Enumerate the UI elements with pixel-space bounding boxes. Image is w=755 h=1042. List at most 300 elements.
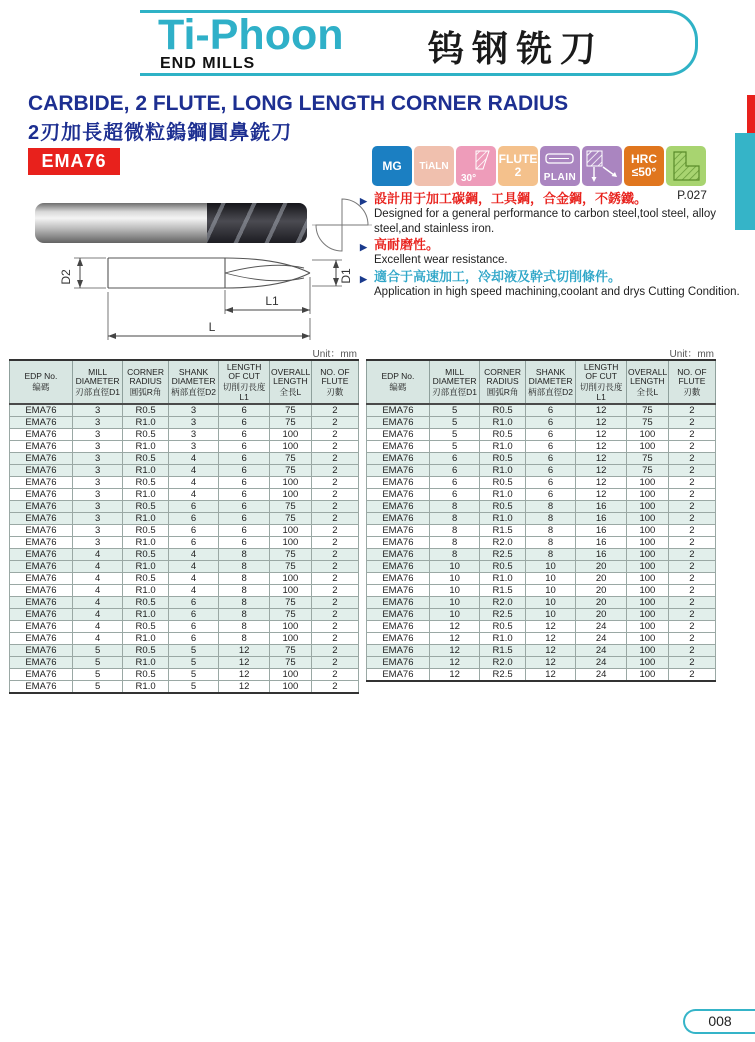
table-cell: 2 bbox=[668, 441, 715, 453]
table-cell: 16 bbox=[576, 525, 627, 537]
column-header: SHANK DIAMETER 柄部直徑D2 bbox=[168, 360, 219, 404]
table-cell: 2 bbox=[311, 417, 358, 429]
table-cell: EMA76 bbox=[367, 657, 430, 669]
table-cell: 2 bbox=[311, 404, 358, 417]
table-cell: 3 bbox=[168, 417, 219, 429]
table-cell: 2 bbox=[311, 597, 358, 609]
table-cell: EMA76 bbox=[10, 429, 73, 441]
table-row bbox=[367, 645, 716, 657]
table-cell: 24 bbox=[576, 645, 627, 657]
table-cell: 100 bbox=[626, 657, 668, 669]
table-cell: 6 bbox=[168, 525, 219, 537]
table-cell: 3 bbox=[72, 537, 123, 549]
table-cell: 5 bbox=[168, 669, 219, 681]
table-cell: 75 bbox=[626, 404, 668, 417]
table-cell: 12 bbox=[219, 657, 270, 669]
table-cell: 2 bbox=[311, 549, 358, 561]
table-cell: 3 bbox=[72, 513, 123, 525]
table-cell: 4 bbox=[72, 621, 123, 633]
table-cell: 3 bbox=[168, 404, 219, 417]
table-cell: 8 bbox=[525, 549, 576, 561]
table-cell: 100 bbox=[269, 573, 311, 585]
table-row bbox=[10, 404, 359, 417]
dim-label-l: L bbox=[208, 320, 216, 334]
table-cell: 8 bbox=[429, 537, 480, 549]
table-row bbox=[367, 657, 716, 669]
table-cell: EMA76 bbox=[367, 429, 430, 441]
table-cell: 2 bbox=[668, 489, 715, 501]
table-cell: R2.5 bbox=[480, 549, 525, 561]
table-cell: 12 bbox=[219, 681, 270, 694]
table-cell: 100 bbox=[626, 561, 668, 573]
table-cell: R0.5 bbox=[123, 429, 168, 441]
table-cell: EMA76 bbox=[10, 513, 73, 525]
column-header: MILL DIAMETER 刃部直徑D1 bbox=[429, 360, 480, 404]
table-cell: EMA76 bbox=[10, 609, 73, 621]
feature-cn: ▶ 適合于高速加工，冷却液及幹式切削條件。 bbox=[374, 269, 750, 285]
table-row bbox=[367, 477, 716, 489]
table-cell: 6 bbox=[219, 417, 270, 429]
table-cell: EMA76 bbox=[367, 501, 430, 513]
table-cell: 12 bbox=[525, 633, 576, 645]
table-cell: 6 bbox=[168, 609, 219, 621]
table-cell: EMA76 bbox=[10, 621, 73, 633]
table-cell: 24 bbox=[576, 633, 627, 645]
table-row bbox=[367, 549, 716, 561]
table-cell: 75 bbox=[626, 453, 668, 465]
table-cell: 6 bbox=[219, 465, 270, 477]
table-row bbox=[367, 441, 716, 453]
icon-label: TiALN bbox=[419, 160, 449, 172]
endmill-photo bbox=[35, 200, 307, 246]
milling-glyph bbox=[582, 146, 622, 186]
table-row bbox=[367, 453, 716, 465]
table-cell: 6 bbox=[219, 429, 270, 441]
table-cell: 10 bbox=[429, 561, 480, 573]
table-cell: 10 bbox=[429, 585, 480, 597]
table-cell: 12 bbox=[576, 453, 627, 465]
table-cell: 2 bbox=[668, 501, 715, 513]
model-badge: EMA76 bbox=[28, 148, 120, 175]
feature-en: Designed for a general performance to carbon steel,tool steel, alloy steel,and stainless iron. bbox=[374, 208, 717, 235]
table-cell: 5 bbox=[429, 429, 480, 441]
table-cell: 100 bbox=[269, 585, 311, 597]
table-cell: R0.5 bbox=[480, 404, 525, 417]
table-cell: 8 bbox=[219, 585, 270, 597]
table-cell: 12 bbox=[576, 404, 627, 417]
table-cell: 10 bbox=[429, 597, 480, 609]
table-cell: 6 bbox=[429, 489, 480, 501]
table-cell: R0.5 bbox=[123, 621, 168, 633]
table-cell: 8 bbox=[429, 549, 480, 561]
table-row bbox=[367, 573, 716, 585]
table-cell: 2 bbox=[311, 465, 358, 477]
table-cell: 2 bbox=[668, 537, 715, 549]
table-cell: 6 bbox=[525, 489, 576, 501]
dim-label-l1: L1 bbox=[265, 294, 279, 308]
table-cell: 4 bbox=[168, 561, 219, 573]
table-row bbox=[10, 537, 359, 549]
table-cell: 100 bbox=[626, 525, 668, 537]
page-ref-text: P.027 bbox=[677, 188, 707, 202]
table-row bbox=[10, 453, 359, 465]
table-cell: EMA76 bbox=[10, 669, 73, 681]
table-cell: 75 bbox=[269, 404, 311, 417]
table-cell: 100 bbox=[626, 429, 668, 441]
column-header: OVERALL LENGTH 全長L bbox=[269, 360, 311, 404]
table-cell: EMA76 bbox=[367, 441, 430, 453]
table-cell: 5 bbox=[72, 645, 123, 657]
table-cell: 24 bbox=[576, 621, 627, 633]
table-row bbox=[10, 573, 359, 585]
table-cell: 2 bbox=[311, 609, 358, 621]
table-cell: 100 bbox=[269, 429, 311, 441]
table-cell: 8 bbox=[219, 549, 270, 561]
table-cell: EMA76 bbox=[367, 477, 430, 489]
table-cell: 100 bbox=[269, 441, 311, 453]
table-cell: R0.5 bbox=[123, 404, 168, 417]
table-cell: 2 bbox=[311, 453, 358, 465]
table-row bbox=[10, 597, 359, 609]
attribute-icon-row bbox=[372, 146, 706, 186]
table-cell: 6 bbox=[219, 513, 270, 525]
spec-table bbox=[366, 359, 716, 682]
table-cell: EMA76 bbox=[10, 525, 73, 537]
table-cell: 6 bbox=[168, 501, 219, 513]
table-cell: 8 bbox=[219, 597, 270, 609]
column-header: SHANK DIAMETER 柄部直徑D2 bbox=[525, 360, 576, 404]
table-cell: 4 bbox=[168, 585, 219, 597]
table-cell: 3 bbox=[72, 501, 123, 513]
table-row bbox=[10, 657, 359, 669]
table-cell: 20 bbox=[576, 597, 627, 609]
table-cell: R1.5 bbox=[480, 645, 525, 657]
table-cell: 2 bbox=[668, 621, 715, 633]
table-cell: 6 bbox=[429, 477, 480, 489]
table-row bbox=[10, 633, 359, 645]
table-cell: 75 bbox=[626, 417, 668, 429]
table-cell: R1.0 bbox=[123, 465, 168, 477]
table-row bbox=[367, 633, 716, 645]
table-cell: 3 bbox=[72, 441, 123, 453]
table-cell: 3 bbox=[72, 429, 123, 441]
table-cell: 2 bbox=[668, 525, 715, 537]
table-cell: 100 bbox=[269, 669, 311, 681]
table-cell: EMA76 bbox=[367, 513, 430, 525]
mg-icon bbox=[372, 146, 412, 186]
table-cell: R0.5 bbox=[123, 525, 168, 537]
table-cell: 12 bbox=[525, 645, 576, 657]
table-cell: EMA76 bbox=[10, 573, 73, 585]
table-cell: 6 bbox=[168, 513, 219, 525]
table-cell: 4 bbox=[72, 585, 123, 597]
table-cell: 6 bbox=[168, 597, 219, 609]
table-cell: R1.0 bbox=[123, 513, 168, 525]
table-cell: 12 bbox=[525, 669, 576, 682]
table-row bbox=[10, 609, 359, 621]
table-cell: 12 bbox=[576, 429, 627, 441]
table-cell: R1.0 bbox=[480, 465, 525, 477]
plain-shank-icon bbox=[540, 146, 580, 186]
table-cell: 2 bbox=[311, 561, 358, 573]
table-cell: 2 bbox=[668, 573, 715, 585]
table-cell: 75 bbox=[269, 609, 311, 621]
table-cell: EMA76 bbox=[367, 537, 430, 549]
unit-label: Unit：mm bbox=[312, 349, 357, 360]
feature-cn: ▶ 設計用于加工碳鋼，工具鋼，合金鋼，不銹鐵。 bbox=[374, 191, 750, 207]
table-row bbox=[367, 669, 716, 682]
table-cell: 2 bbox=[311, 633, 358, 645]
table-row bbox=[10, 669, 359, 681]
table-cell: 2 bbox=[311, 501, 358, 513]
table-cell: 10 bbox=[525, 573, 576, 585]
column-header: NO. OF FLUTE 刃數 bbox=[311, 360, 358, 404]
table-cell: 75 bbox=[269, 501, 311, 513]
table-cell: 20 bbox=[576, 561, 627, 573]
table-cell: EMA76 bbox=[367, 597, 430, 609]
table-cell: EMA76 bbox=[10, 633, 73, 645]
table-row bbox=[367, 561, 716, 573]
table-cell: R1.0 bbox=[123, 417, 168, 429]
table-cell: 12 bbox=[429, 621, 480, 633]
table-cell: 16 bbox=[576, 537, 627, 549]
table-cell: R0.5 bbox=[123, 597, 168, 609]
table-cell: R0.5 bbox=[480, 501, 525, 513]
header-row bbox=[367, 360, 716, 404]
dim-label-d1: D1 bbox=[339, 268, 353, 284]
table-cell: EMA76 bbox=[367, 633, 430, 645]
table-cell: 6 bbox=[219, 525, 270, 537]
table-cell: EMA76 bbox=[367, 404, 430, 417]
table-cell: 12 bbox=[429, 633, 480, 645]
hardness-icon bbox=[624, 146, 664, 186]
column-header: OVERALL LENGTH 全長L bbox=[626, 360, 668, 404]
feature-en: Excellent wear resistance. bbox=[374, 254, 508, 266]
table-row bbox=[10, 477, 359, 489]
table-cell: R0.5 bbox=[480, 453, 525, 465]
table-cell: R1.0 bbox=[123, 681, 168, 694]
table-cell: 2 bbox=[311, 537, 358, 549]
table-cell: R0.5 bbox=[480, 429, 525, 441]
table-cell: EMA76 bbox=[10, 417, 73, 429]
table-cell: R1.0 bbox=[480, 513, 525, 525]
table-cell: EMA76 bbox=[10, 465, 73, 477]
table-row bbox=[10, 549, 359, 561]
table-row bbox=[367, 525, 716, 537]
table-cell: 100 bbox=[626, 489, 668, 501]
table-cell: EMA76 bbox=[10, 657, 73, 669]
table-cell: 75 bbox=[269, 513, 311, 525]
table-cell: 3 bbox=[72, 417, 123, 429]
table-cell: 100 bbox=[269, 489, 311, 501]
table-cell: EMA76 bbox=[367, 549, 430, 561]
table-cell: 3 bbox=[72, 453, 123, 465]
table-row bbox=[10, 417, 359, 429]
endmill-flutes bbox=[207, 203, 307, 243]
table-cell: R1.0 bbox=[480, 489, 525, 501]
unit-label: Unit：mm bbox=[669, 349, 714, 360]
table-cell: EMA76 bbox=[367, 417, 430, 429]
table-cell: 2 bbox=[668, 549, 715, 561]
table-row bbox=[367, 609, 716, 621]
table-cell: R0.5 bbox=[123, 645, 168, 657]
table-cell: 75 bbox=[269, 561, 311, 573]
table-cell: 2 bbox=[668, 597, 715, 609]
table-cell: 4 bbox=[168, 453, 219, 465]
table-cell: 4 bbox=[168, 573, 219, 585]
table-cell: 12 bbox=[219, 669, 270, 681]
table-cell: 8 bbox=[219, 633, 270, 645]
table-cell: 10 bbox=[525, 561, 576, 573]
table-cell: 2 bbox=[311, 477, 358, 489]
table-cell: EMA76 bbox=[367, 669, 430, 682]
table-cell: EMA76 bbox=[10, 489, 73, 501]
table-cell: 100 bbox=[626, 549, 668, 561]
table-row bbox=[10, 561, 359, 573]
table-cell: EMA76 bbox=[10, 404, 73, 417]
table-cell: 6 bbox=[168, 633, 219, 645]
table-cell: 6 bbox=[219, 441, 270, 453]
icon-label: PLAIN bbox=[543, 172, 577, 183]
table-cell: EMA76 bbox=[367, 621, 430, 633]
column-header: EDP No. 编碼 bbox=[10, 360, 73, 404]
table-cell: 4 bbox=[168, 489, 219, 501]
table-cell: 16 bbox=[576, 549, 627, 561]
table-cell: R1.0 bbox=[123, 537, 168, 549]
bullet-triangle-icon: ▶ bbox=[360, 242, 367, 252]
table-row bbox=[367, 417, 716, 429]
table-cell: 8 bbox=[429, 501, 480, 513]
table-cell: 2 bbox=[311, 573, 358, 585]
table-cell: 20 bbox=[576, 585, 627, 597]
table-row bbox=[367, 489, 716, 501]
table-cell: 20 bbox=[576, 573, 627, 585]
table-cell: 100 bbox=[626, 645, 668, 657]
table-cell: R1.0 bbox=[123, 561, 168, 573]
column-header: CORNER RADIUS 圓弧R角 bbox=[480, 360, 525, 404]
table-cell: EMA76 bbox=[367, 561, 430, 573]
table-cell: 6 bbox=[219, 453, 270, 465]
table-cell: 100 bbox=[626, 609, 668, 621]
table-cell: EMA76 bbox=[367, 645, 430, 657]
table-cell: R1.0 bbox=[123, 609, 168, 621]
table-cell: EMA76 bbox=[10, 537, 73, 549]
table-cell: R1.0 bbox=[123, 585, 168, 597]
table-cell: 2 bbox=[668, 585, 715, 597]
table-cell: 75 bbox=[269, 453, 311, 465]
table-cell: 4 bbox=[72, 609, 123, 621]
table-cell: 2 bbox=[668, 429, 715, 441]
table-row bbox=[367, 621, 716, 633]
table-row bbox=[10, 501, 359, 513]
table-row bbox=[367, 429, 716, 441]
table-cell: 6 bbox=[219, 404, 270, 417]
table-cell: 5 bbox=[168, 681, 219, 694]
table-cell: 2 bbox=[311, 429, 358, 441]
table-cell: 100 bbox=[269, 477, 311, 489]
table-cell: 100 bbox=[269, 681, 311, 694]
product-title-cn: 2刃加長超微粒鎢鋼圓鼻銑刀 bbox=[28, 122, 293, 144]
table-cell: 100 bbox=[626, 441, 668, 453]
spec-table-left bbox=[9, 345, 359, 694]
dimension-drawing bbox=[20, 252, 372, 348]
table-cell: 6 bbox=[429, 453, 480, 465]
table-cell: 100 bbox=[626, 585, 668, 597]
table-cell: 100 bbox=[269, 525, 311, 537]
table-cell: R0.5 bbox=[480, 621, 525, 633]
table-row bbox=[10, 645, 359, 657]
table-row bbox=[367, 513, 716, 525]
table-cell: 5 bbox=[429, 441, 480, 453]
table-cell: 6 bbox=[525, 477, 576, 489]
table-cell: 75 bbox=[626, 465, 668, 477]
bullet-triangle-icon: ▶ bbox=[360, 273, 367, 284]
table-row bbox=[10, 621, 359, 633]
icon-label: ≤50° bbox=[631, 165, 657, 179]
header-row bbox=[10, 360, 359, 404]
table-cell: 75 bbox=[269, 465, 311, 477]
column-header: MILL DIAMETER 刃部直徑D1 bbox=[72, 360, 123, 404]
table-cell: 10 bbox=[525, 585, 576, 597]
table-cell: EMA76 bbox=[10, 585, 73, 597]
table-cell: 5 bbox=[429, 417, 480, 429]
table-cell: 3 bbox=[72, 465, 123, 477]
edge-red-tab bbox=[747, 95, 755, 133]
table-cell: 75 bbox=[269, 417, 311, 429]
table-row bbox=[10, 681, 359, 694]
table-cell: 2 bbox=[311, 681, 358, 694]
table-cell: 6 bbox=[525, 465, 576, 477]
table-cell: 6 bbox=[219, 501, 270, 513]
table-cell: 8 bbox=[525, 525, 576, 537]
table-cell: EMA76 bbox=[10, 501, 73, 513]
table-cell: EMA76 bbox=[10, 453, 73, 465]
table-cell: R1.0 bbox=[123, 441, 168, 453]
product-title-en: CARBIDE, 2 FLUTE, LONG LENGTH CORNER RADIUS bbox=[28, 92, 569, 115]
table-cell: 6 bbox=[219, 489, 270, 501]
table-cell: 6 bbox=[525, 404, 576, 417]
table-cell: 100 bbox=[626, 573, 668, 585]
table-cell: 3 bbox=[168, 441, 219, 453]
table-cell: 10 bbox=[429, 609, 480, 621]
table-cell: EMA76 bbox=[367, 465, 430, 477]
table-cell: 4 bbox=[72, 597, 123, 609]
table-cell: 2 bbox=[668, 633, 715, 645]
table-cell: 4 bbox=[72, 549, 123, 561]
table-cell: 12 bbox=[576, 465, 627, 477]
table-cell: 3 bbox=[72, 477, 123, 489]
column-header: LENGTH OF CUT 切削刃長度L1 bbox=[576, 360, 627, 404]
table-cell: 75 bbox=[269, 597, 311, 609]
table-cell: 12 bbox=[576, 417, 627, 429]
table-row bbox=[10, 429, 359, 441]
feature-en: Application in high speed machining,coolant and drys Cutting Condition. bbox=[374, 285, 740, 298]
table-cell: EMA76 bbox=[10, 549, 73, 561]
table-cell: 6 bbox=[168, 537, 219, 549]
page-number: 008 bbox=[683, 1009, 755, 1034]
table-cell: 2 bbox=[668, 513, 715, 525]
table-cell: 6 bbox=[429, 465, 480, 477]
table-cell: R1.0 bbox=[480, 633, 525, 645]
table-cell: 12 bbox=[525, 657, 576, 669]
table-cell: 2 bbox=[311, 657, 358, 669]
spec-table-right bbox=[366, 345, 716, 682]
table-cell: EMA76 bbox=[367, 585, 430, 597]
table-cell: R1.5 bbox=[480, 585, 525, 597]
table-cell: 3 bbox=[72, 404, 123, 417]
table-cell: 5 bbox=[168, 657, 219, 669]
table-cell: 10 bbox=[429, 573, 480, 585]
